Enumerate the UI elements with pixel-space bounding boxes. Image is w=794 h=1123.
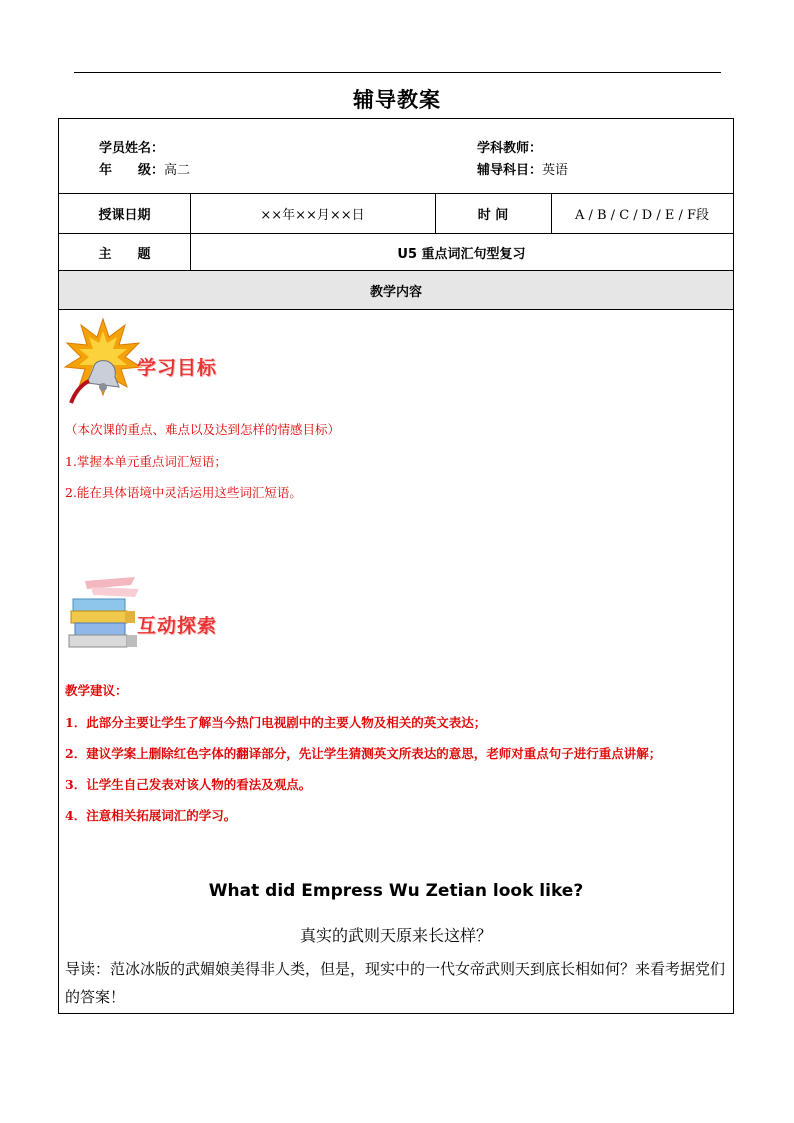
suggestion-item: 4．注意相关拓展词汇的学习。: [65, 808, 237, 823]
objective-item: 1.掌握本单元重点词汇短语；: [65, 454, 227, 469]
lesson-plan-table: [58, 118, 734, 1014]
topic-row: [59, 234, 733, 271]
article-title-cn: 真实的武则天原来长这样？: [299, 926, 492, 945]
objectives-note: （本次课的重点、难点以及达到怎样的情感目标）: [65, 422, 341, 437]
suggestion-item: 2．建议学案上删除红色字体的翻译部分，先让学生猜测英文所表达的意思，老师对重点句子进行重点讲解；: [65, 746, 662, 761]
grade-field: [99, 159, 190, 178]
article-title-en: What did Empress Wu Zetian look like?: [208, 881, 584, 901]
student-name-label: 学员姓名：: [99, 141, 165, 156]
objectives-heading: 学习目标: [137, 357, 218, 379]
content-header: 教学内容: [369, 284, 422, 300]
schedule-row: [59, 194, 733, 234]
topic-label: 主 题: [98, 246, 151, 262]
topic-value: U5 重点词汇句型复习: [397, 246, 526, 262]
books-icon: [65, 575, 145, 655]
interactive-heading: 互动探索: [137, 615, 218, 637]
teacher-field: [477, 137, 542, 156]
grade-label: 年 级：: [99, 163, 165, 178]
top-rule: [74, 72, 721, 73]
date-value: ××年××月××日: [260, 208, 365, 223]
teacher-label: 学科教师：: [477, 141, 543, 156]
info-row: [59, 119, 733, 194]
objective-item: 2.能在具体语境中灵活运用这些词汇短语。: [65, 485, 302, 500]
subject-label: 辅导科目：: [477, 163, 543, 178]
grade-value: 高二: [164, 163, 191, 178]
suggestion-item: 1．此部分主要让学生了解当今热门电视剧中的主要人物及相关的英文表达；: [65, 715, 487, 730]
student-name-field: [99, 137, 164, 156]
suggestion-label: 教学建议：: [65, 683, 128, 698]
maple-bell-icon: [63, 317, 143, 407]
subject-value: 英语: [542, 163, 569, 178]
suggestion-item: 3．让学生自己发表对该人物的看法及观点。: [65, 777, 312, 792]
article-intro: 导读：范冰冰版的武媚娘美得非人类，但是，现实中的一代女帝武则天到底长相如何？来看考据党们的答案！: [65, 960, 726, 1006]
subject-field: [477, 159, 568, 178]
document-title: 辅导教案: [353, 88, 441, 112]
date-label: 授课日期: [98, 208, 151, 223]
time-label: 时 间: [477, 208, 509, 223]
time-value: A / B / C / D / E / F段: [574, 208, 710, 223]
content-header-row: [59, 271, 733, 310]
